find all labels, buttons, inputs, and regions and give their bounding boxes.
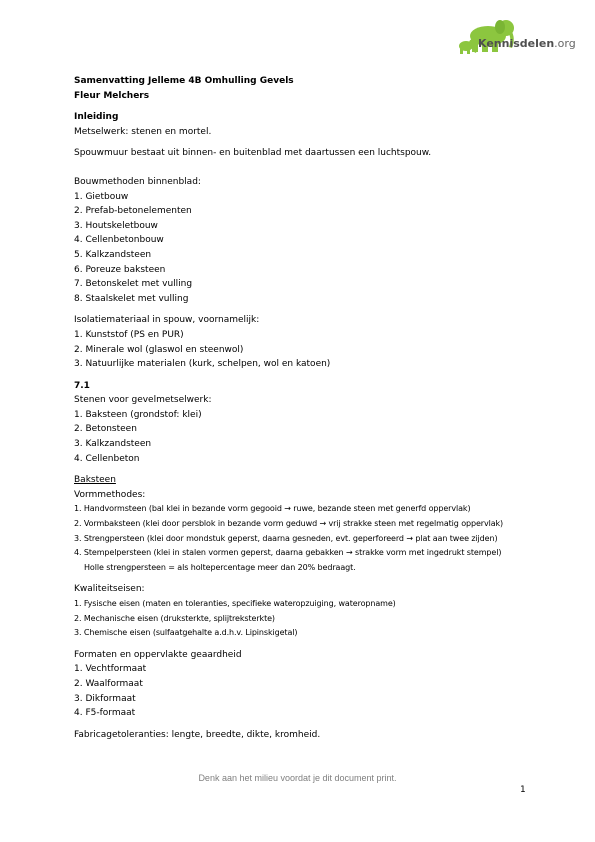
list-item: 2. Betonsteen [74, 424, 137, 435]
list-item: 4. F5-formaat [74, 708, 136, 719]
list-item: 1. Handvormsteen (bal klei in bezande vorm gegooid → ruwe, bezande steen met generfd oppervlak) [74, 504, 471, 514]
list-item: 3. Strengpersteen (klei door mondstuk geperst, daarna gesneden, evt. geperforeerd → plat aan twee zijden) [74, 533, 498, 543]
list-item: 4. Cellenbetonbouw [74, 235, 164, 246]
intro-paragraph-2: Spouwmuur bestaat uit binnen- en buitenblad met daartussen een luchtspouw. [74, 148, 432, 159]
list-item: 4. Cellenbeton [74, 453, 140, 464]
list-item: 5. Kalkzandsteen [74, 249, 152, 260]
list-item: 3. Kalkzandsteen [74, 439, 152, 450]
stenen-label: Stenen voor gevelmetselwerk: [74, 395, 212, 406]
heading-baksteen: Baksteen [74, 475, 116, 486]
list-item: 7. Betonskelet met vulling [74, 279, 193, 290]
footer-note: Denk aan het milieu voordat je dit document print. [198, 773, 397, 783]
fabricagetoleranties: Fabricagetoleranties: lengte, breedte, dikte, kromheid. [74, 729, 321, 740]
document-body [74, 74, 544, 742]
list-item: 2. Minerale wol (glaswol en steenwol) [74, 344, 244, 355]
isolatie-label: Isolatiemateriaal in spouw, voornamelijk: [74, 315, 260, 326]
list-item: 2. Vormbaksteen (klei door persblok in bezande vorm geduwd → vrij strakke steen met regelmatig oppervlak) [74, 519, 504, 529]
kwaliteitseisen-label: Kwaliteitseisen: [74, 584, 145, 595]
document-title: Samenvatting Jelleme 4B Omhulling Gevels [74, 76, 294, 86]
list-item: 3. Houtskeletbouw [74, 220, 158, 231]
intro-paragraph-1: Metselwerk: stenen en mortel. [74, 126, 212, 137]
list-item: 1. Fysische eisen (maten en toleranties, specifieke wateropzuiging, wateropname) [74, 599, 396, 608]
list-item: 1. Kunststof (PS en PUR) [74, 329, 184, 340]
list-item: 3. Dikformaat [74, 693, 136, 704]
list-item: 2. Prefab-betonelementen [74, 206, 192, 217]
bouwmethoden-label: Bouwmethoden binnenblad: [74, 176, 201, 187]
holle-strengpersteen-note: Holle strengpersteen = als holtepercentage meer dan 20% bedraagt. [84, 562, 356, 572]
heading-7-1: 7.1 [74, 380, 90, 391]
list-item: 3. Chemische eisen (sulfaatgehalte a.d.h.v. Lipinskigetal) [74, 628, 298, 638]
list-item: 8. Staalskelet met vulling [74, 293, 189, 304]
list-item: 3. Natuurlijke materialen (kurk, schelpen, wol en katoen) [74, 359, 331, 370]
logo-brand: Kennisdelen [478, 37, 555, 50]
list-item: 1. Vechtformaat [74, 664, 147, 675]
formaten-label: Formaten en oppervlakte geaardheid [74, 649, 242, 660]
list-item: 1. Baksteen (grondstof: klei) [74, 409, 202, 420]
vormmethodes-label: Vormmethodes: [74, 489, 146, 500]
list-item: 4. Stempelpersteen (klei in stalen vormen geperst, daarna gebakken → strakke vorm met ingedrukt stempel) [74, 548, 502, 558]
list-item: 2. Mechanische eisen (druksterkte, splijtreksterkte) [74, 613, 275, 623]
heading-inleiding: Inleiding [74, 112, 119, 123]
page-number: 1 [520, 785, 526, 795]
list-item: 6. Poreuze baksteen [74, 264, 166, 275]
list-item: 2. Waalformaat [74, 678, 143, 689]
document-author: Fleur Melchers [74, 90, 150, 101]
logo-suffix: .org [554, 37, 576, 50]
list-item: 1. Gietbouw [74, 191, 129, 202]
logo-wordmark [478, 37, 576, 50]
